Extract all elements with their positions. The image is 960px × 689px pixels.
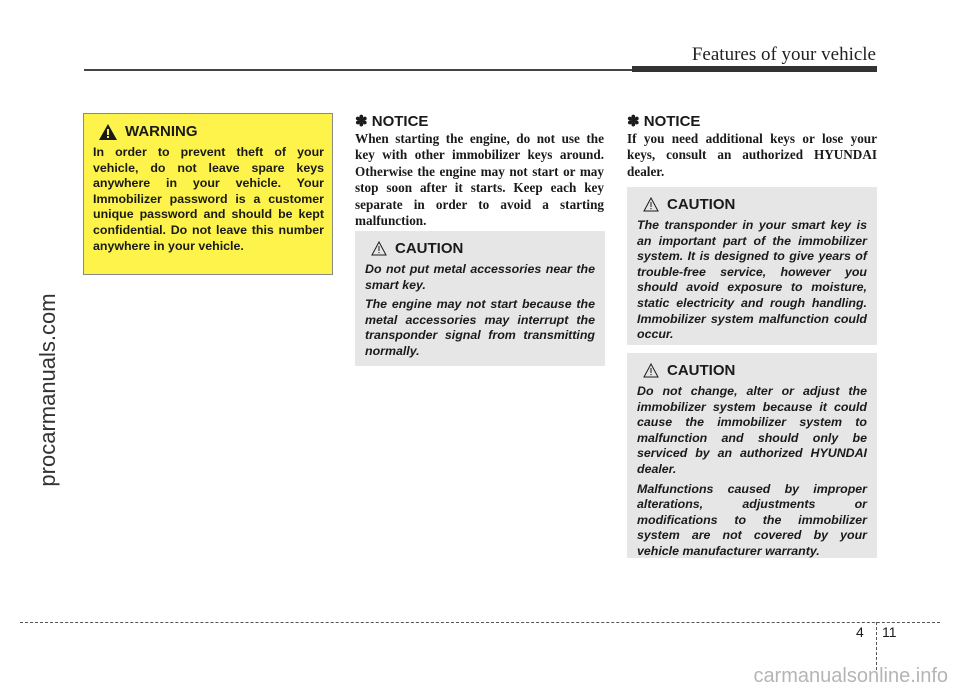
caution-box-left: [355, 231, 605, 366]
header-rule: [84, 69, 632, 71]
warning-heading: [93, 123, 324, 140]
page-header-title: Features of your vehicle: [691, 44, 876, 65]
warning-box: [83, 113, 333, 275]
notice-right-label: NOTICE: [643, 113, 701, 130]
caution-triangle-icon: [643, 197, 659, 212]
caution-triangle-icon: [643, 363, 659, 378]
bottom-watermark: carmanualsonline.info: [753, 665, 948, 687]
caution-left-paragraph-2: The engine may not start because the metal accessories may interrupt the transponder signal from transmitting normally.: [365, 297, 595, 358]
footer-page-divider: [876, 622, 877, 670]
caution-left-paragraph-1: Do not put metal accessories near the smart key.: [365, 262, 595, 292]
caution-right-2-paragraph-1: Do not change, alter or adjust the immobilizer system because it could cause the immobilizer system to malfunction and should only be serviced by an authorized HYUNDAI dealer.: [637, 384, 867, 476]
notice-right-title: [627, 112, 700, 130]
caution-box-right-2: [627, 353, 877, 558]
caution-right-2-heading: [637, 362, 867, 379]
caution-left-heading: [365, 240, 595, 257]
caution-triangle-icon: [371, 241, 387, 256]
caution-box-right-1: [627, 187, 877, 345]
caution-right-1-heading: [637, 196, 867, 213]
page-number: 11: [882, 624, 897, 640]
notice-star-icon: ✽: [627, 113, 640, 130]
warning-triangle-icon: [99, 124, 117, 140]
notice-left-text: When starting the engine, do not use the key with other immobilizer keys around. Otherwise the engine may not start or may stop soon after it starts. Keep each key separate in order to avoid a starting malfunction.: [355, 131, 604, 229]
warning-text: In order to prevent theft of your vehicle, do not leave spare keys anywhere in your vehicle. Your Immobilizer password is a customer unique password and should be kept confidential. Do not leave this number anywhere in your vehicle.: [93, 145, 324, 253]
chapter-number: 4: [856, 624, 864, 640]
notice-star-icon: ✽: [355, 113, 368, 130]
caution-left-heading-label: CAUTION: [395, 240, 464, 257]
header-rule-accent: [632, 66, 877, 72]
side-watermark: procarmanuals.com: [35, 293, 60, 487]
footer-divider: [20, 622, 940, 623]
caution-right-1-paragraph-1: The transponder in your smart key is an important part of the immobilizer system. It is designed to give years of trouble-free service, however you should avoid exposure to moisture, static electricity and rough handling. Immobilizer system malfunction could occur.: [637, 218, 867, 342]
notice-right-text: If you need additional keys or lose your keys, consult an authorized HYUNDAI dealer.: [627, 131, 877, 179]
caution-right-2-heading-label: CAUTION: [667, 362, 736, 379]
caution-right-2-paragraph-2: Malfunctions caused by improper alterations, adjustments or modifications to the immobilizer system are not covered by your vehicle manufacturer warranty.: [637, 481, 867, 558]
notice-left-label: NOTICE: [371, 113, 429, 130]
caution-right-1-heading-label: CAUTION: [667, 196, 736, 213]
notice-left-title: [355, 112, 428, 130]
warning-heading-label: WARNING: [125, 123, 198, 140]
